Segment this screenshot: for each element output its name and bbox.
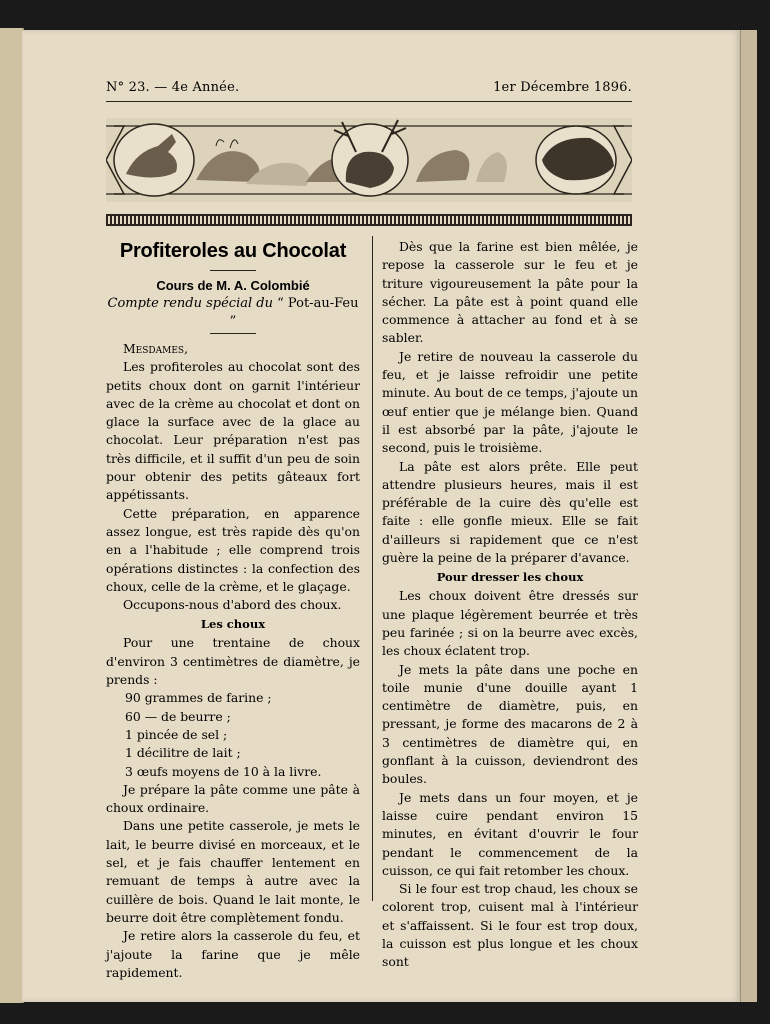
article-title: Profiteroles au Chocolat	[119, 240, 347, 262]
article-author: Cours de M. A. Colombié	[156, 278, 310, 293]
ingredient-item: 60 — de beurre ;	[125, 708, 231, 724]
right-column	[382, 238, 638, 972]
left-column	[106, 238, 360, 982]
subhead-dresser: Pour dresser les choux	[436, 570, 584, 585]
ornamental-rule	[106, 214, 632, 226]
compte-rendu	[106, 295, 360, 331]
compte-rendu-label: Compte rendu spécial du	[107, 296, 273, 311]
issue-date: 1er Décembre 1896.	[493, 80, 632, 95]
column-divider	[372, 236, 373, 901]
paragraph: Cette préparation, en apparence assez longue, est très rapide dès qu'on en a l'habitude ; elle comprend trois opérations distinctes : la confection des choux, celle de la crème, et le glaçage.	[106, 505, 360, 594]
subhead-choux: Les choux	[200, 617, 266, 632]
ingredient-list	[106, 689, 360, 780]
paragraph: Pour une trentaine de choux d'environ 3 centimètres de diamètre, je prends :	[106, 635, 360, 688]
salutation: Mesdames,	[123, 341, 189, 356]
paragraph: Occupons-nous d'abord des choux.	[123, 597, 342, 613]
ingredient-item: 1 décilitre de lait ;	[125, 745, 241, 761]
author-rule	[210, 333, 256, 334]
journal-name: “ Pot-au-Feu ”	[229, 296, 359, 329]
header-rule	[106, 101, 632, 102]
paragraph: Je retire alors la casserole du feu, et j'ajoute la farine que je mêle rapidement.	[106, 928, 360, 980]
book-spine	[0, 28, 24, 1003]
animal-vignette-icon	[106, 112, 632, 208]
ingredient-item: 3 œufs moyens de 10 à la livre.	[125, 763, 322, 779]
paragraph: Dans une petite casserole, je mets le lait, le beurre divisé en morceaux, et le sel, et je fais chauffer lentement en remuant de temps à autre avec la cuillère de bois. Quand le lait monte, le beurre doit être complètement fondu.	[106, 818, 360, 925]
title-rule	[210, 270, 256, 271]
paragraph: Les profiteroles au chocolat sont des petits choux dont on garnit l'intérieur avec de la crème au chocolat et dont on glace la surface avec de la glace au chocolat. Leur préparation n'est pas très difficile, et il suffit d'un peu de soin pour obtenir des petits gâteaux fort appétissants.	[106, 359, 360, 503]
paragraph: Dès que la farine est bien mêlée, je repose la casserole sur le feu et je triture vigoureusement la pâte pour la sécher. La pâte est à point quand elle commence à attacher au fond et à se sabler.	[382, 239, 638, 346]
paragraph: La pâte est alors prête. Elle peut attendre plusieurs heures, mais il est préférable de la cuire dès qu'elle est faite : elle gonfle mieux. Elle se fait d'ailleurs si rapidement que ce n'est guère la peine de la préparer d'avance.	[382, 458, 638, 566]
paragraph: Je mets la pâte dans une poche en toile munie d'une douille ayant 1 centimètre de diamètre, puis, en pressant, je forme des macarons de 2 à 3 centimètres de diamètre qui, en gonflant à la cuisson, deviendront des boules.	[382, 661, 638, 787]
paragraph: Je prépare la pâte comme une pâte à choux ordinaire.	[106, 781, 360, 816]
ingredient-item: 90 grammes de farine ;	[125, 690, 272, 706]
paragraph: Je retire de nouveau la casserole du feu, et je laisse refroidir une petite minute. Au bout de ce temps, j'ajoute un œuf entier que je mélange bien. Quand il est absorbé par la pâte, j'ajoute le second, puis le troisième.	[382, 348, 638, 456]
page-edge	[740, 30, 757, 1002]
paragraph: Je mets dans un four moyen, et je laisse cuire pendant environ 15 minutes, en évitant d'ouvrir le four pendant le commencement de la cuisson, ce qui fait retomber les choux.	[382, 789, 638, 878]
ingredient-item: 1 pincée de sel ;	[125, 726, 228, 742]
running-header	[106, 80, 632, 100]
paragraph: Les choux doivent être dressés sur une plaque légèrement beurrée et très peu farinée ; si on la beurre avec excès, les choux éclatent trop.	[382, 588, 638, 659]
issue-number: N° 23. — 4e Année.	[106, 80, 240, 95]
paragraph: Si le four est trop chaud, les choux se colorent trop, cuisent mal à l'intérieur et s'affaissent. Si le four est trop doux, la cuisson est plus longue et les choux sont	[382, 881, 638, 970]
